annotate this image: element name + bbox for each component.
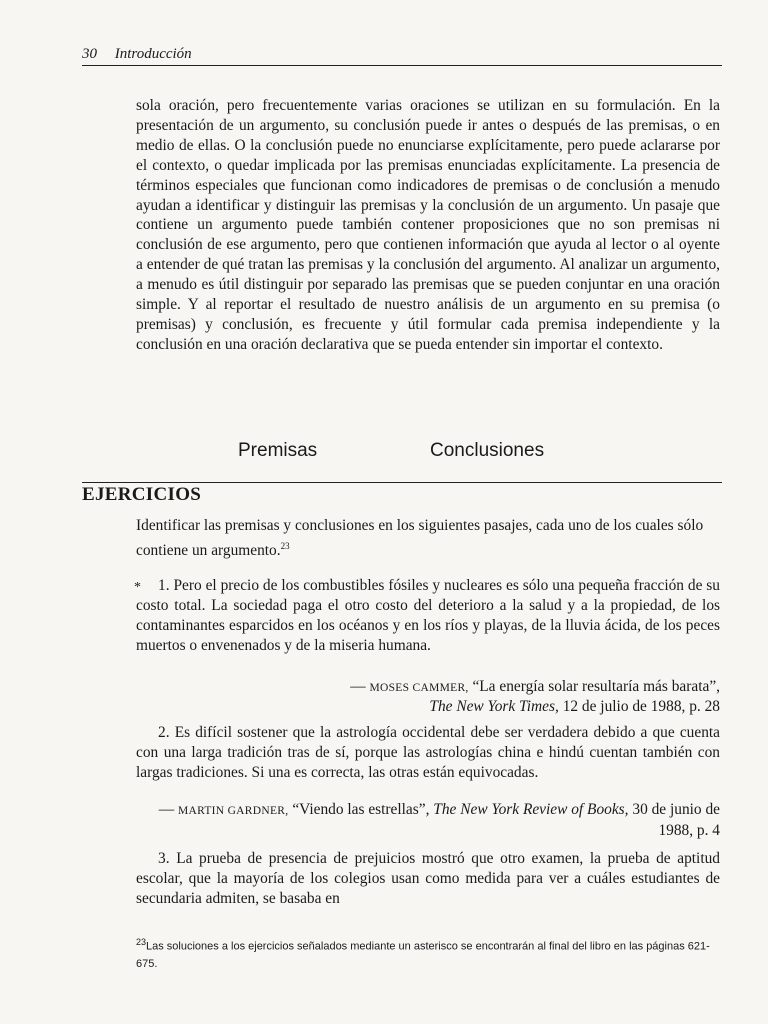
exercise-text: Pero el precio de los combustibles fósiles y nucleares es sólo una pequeña fracción de su costo total. La sociedad paga el otro costo del deterioro a la salud y a la propiedad, de los contaminantes esparcidos en los océanos y en los ríos y playas, de la lluvia ácida, de los peces muertos o envenenados y de la miseria humana. — [136, 577, 720, 654]
citation-author: MARTIN GARDNER, — [177, 805, 289, 817]
footnote-text: Las soluciones a los ejercicios señalados mediante un asterisco se encontrarán al final del libro en las páginas 621-675. — [136, 940, 710, 970]
exercise-number: 1. — [158, 577, 170, 594]
body-paragraph: sola oración, pero frecuentemente varias oraciones se utilizan en su formulación. En la presentación de un argumento, su conclusión puede ir antes o después de las premisas, o en medio de ellas. O la conclusión puede no enunciarse explícitamente, pero puede aclararse por el contexto, o quedar implicada por las premisas enunciadas explícitamente. La presencia de términos especiales que funcionan como indicadores de premisas o de conclusión a menudo ayudan a identificar y distinguir las premisas y la conclusión de un argumento. Un pasaje que contiene un argumento puede también contener proposiciones que no son premisas ni conclusión de ese argumento, pero que contienen información que ayuda al lector o al oyente a entender de qué tratan las premisas y la conclusión del argumento. Al analizar un argumento, a menudo es útil distinguir por separado las premisas que se pueden conjuntar en una oración simple. Y al reportar el resultado de nuestro análisis de un argumento en su premisa (o premisas) y conclusión, es frecuente y útil formular cada premisa independiente y la conclusión en una oración declarativa que se pueda entender sin importar el contexto. — [136, 97, 720, 353]
citation-author: MOSES CAMMER, — [369, 682, 469, 694]
exercise-1 — [136, 576, 720, 656]
section-title: EJERCICIOS — [82, 484, 202, 505]
citation-title: “La energía solar resultaría más barata”, — [472, 678, 720, 695]
citation-date: 12 de julio de 1988, p. 28 — [562, 698, 720, 715]
term-premisas: Premisas — [238, 440, 318, 461]
exercise-2 — [136, 723, 720, 783]
exercise-3 — [136, 849, 720, 909]
citation-source: The New York Times, — [429, 698, 559, 715]
citation-title: “Viendo las estrellas”, — [292, 801, 430, 818]
footnote-marker: 23 — [136, 937, 147, 947]
chapter-title: Introducción — [114, 46, 192, 62]
exercise-number: 2. — [158, 724, 170, 741]
asterisk-marker: * — [134, 580, 141, 595]
footnote — [136, 934, 726, 973]
page-number: 30 — [82, 46, 97, 62]
exercise-number: 3. — [158, 850, 170, 867]
exercise-1-citation-line2 — [136, 697, 720, 717]
exercise-2-citation — [136, 800, 720, 841]
exercises-intro — [136, 516, 720, 561]
citation-dash: — — [158, 801, 175, 818]
citation-source: The New York Review of Books, — [433, 801, 629, 818]
citation-dash: — — [350, 678, 366, 695]
exercise-1-citation-line1 — [136, 677, 720, 698]
exercises-intro-text: Identificar las premisas y conclusiones en los siguientes pasajes, cada uno de los cuales sólo contiene un argumento. — [136, 517, 704, 560]
citation-date: 30 de junio de 1988, p. 4 — [632, 801, 720, 839]
term-labels — [0, 440, 768, 470]
footnote-ref: 23 — [280, 541, 290, 551]
running-head — [82, 46, 722, 66]
term-conclusiones: Conclusiones — [430, 440, 545, 461]
section-rule — [82, 482, 722, 483]
exercise-text: La prueba de presencia de prejuicios mostró que otro examen, la prueba de aptitud escolar, que la mayoría de los colegios usan como medida para ver a cuáles estudiantes de secundaria admiten, se basaba en — [136, 850, 720, 907]
exercise-text: Es difícil sostener que la astrología occidental debe ser verdadera debido a que cuenta con una larga tradición tras de sí, porque las astrologías china e hindú cuentan también con largas tradiciones. Si una es correcta, las otras están equivocadas. — [136, 724, 720, 781]
